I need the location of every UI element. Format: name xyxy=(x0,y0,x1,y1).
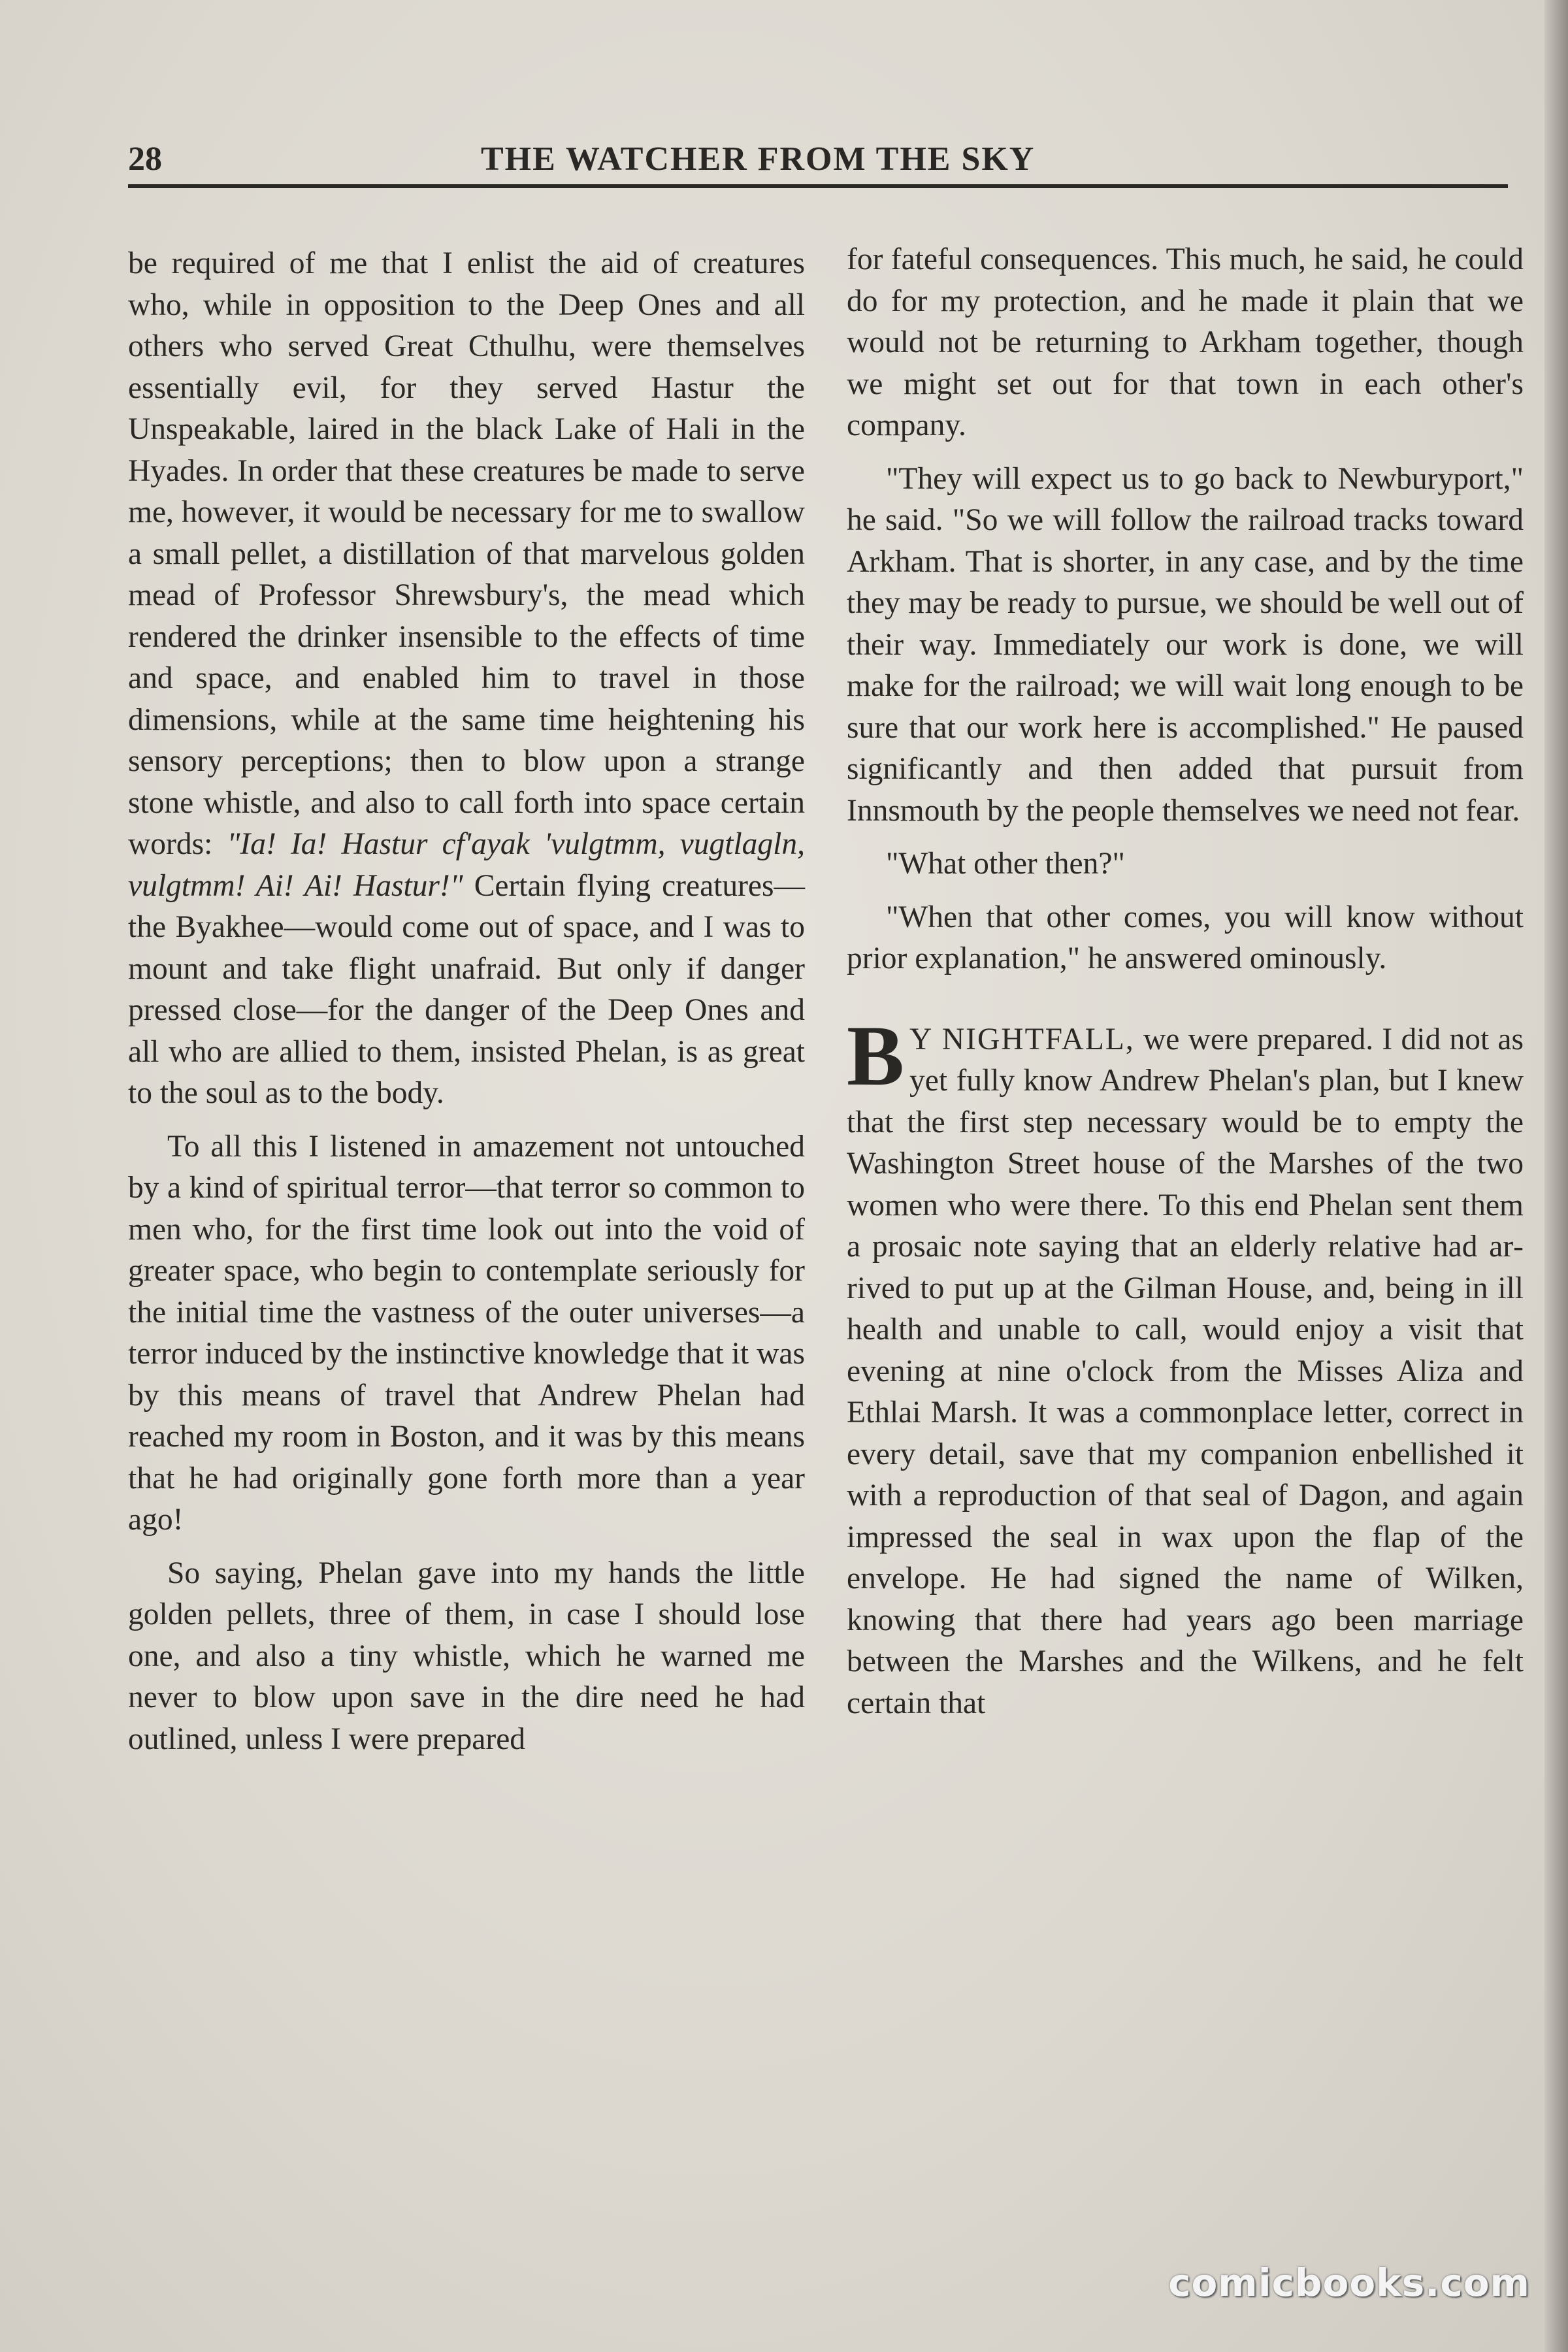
paragraph: So saying, Phelan gave into my hands the little golden pellets, three of them, in case I should lose one, and also a tiny whistle, which he warned me never to blow upon save in the dire need he had outlined, unless I were prepared xyxy=(128,1556,805,1756)
paragraph: for fateful consequences. This much, he said, he could do for my protection, and he made it plain that we would not be returning to Arkham together, though we might set out for that town in each other's company. xyxy=(847,242,1524,442)
drop-cap: B xyxy=(847,1007,905,1103)
incantation-text: "Ia! Ia! Hastur cf'ayak 'vulgtmm, vugtlagln, vulgtmm! Ai! Ai! Hastur!" xyxy=(128,827,805,903)
page-number: 28 xyxy=(128,140,162,178)
paragraph xyxy=(128,243,805,1115)
paragraph-text: be required of me that I enlist the aid of creatures who, while in opposition to the Deep Ones and all others who served Great Cthulhu, were themselves essentially evil, for they served Hastur the Unspeakable, laired in the black Lake of Hali in the Hyades. In order that these creatures be made to serve me, however, it would be necessary for me to swallow a small pellet, a distillation of that marvelous golden mead of Professor Shrewsbury's, the mead which rendered the drinker insensible to the effects of time and space, and enabled him to travel in those dimensions, while at the same time heightening his sensory perceptions; then to blow upon a strange stone whistle, and also to call forth into space certain words: xyxy=(128,246,805,861)
paragraph: "What other then?" xyxy=(886,847,1125,881)
small-caps-lead: Y NIGHTFALL, xyxy=(909,1022,1135,1056)
paragraph-text: we were prepared. I did not as yet fully know Andrew Phelan's plan, but I knew that the first step necessary would be to empty the Washington Street house of the Marshes of the two women who were there. To this end Phelan sent them a prosaic note saying that an elderly relative had arrived to put up at the Gilman House, and, being in ill health and unable to call, would enjoy a visit that evening at nine o'clock from the Misses Aliza and Ethlai Marsh. It was a commonplace letter, correct in every detail, save that my companion enbellished it with a reproduction of that seal of Dagon, and again impressed the seal in wax upon the flap of the envelope. He had signed the name of Wilken, knowing that there had years ago been marriage between the Marshes and the Wilkens, and he felt certain that xyxy=(847,1022,1524,1720)
section-paragraph xyxy=(847,1007,1524,1725)
watermark-logo: comicbooks.com xyxy=(1168,2261,1530,2305)
paragraph: "When that other comes, you will know without prior explanation," he answered ominously. xyxy=(847,900,1524,975)
header-rule xyxy=(128,184,1508,188)
right-column xyxy=(847,239,1524,1736)
paragraph-text: Certain flying creatures—the Byakhee—would come out of space, and I was to mount and take flight unafraid. But only if danger pressed close—for the danger of the Deep Ones and all who are allied to them, insisted Phelan, is as great to the soul as to the body. xyxy=(128,868,805,1110)
page-edge-shadow xyxy=(1544,0,1568,2352)
running-title: THE WATCHER FROM THE SKY xyxy=(481,140,1036,178)
paragraph: To all this I listened in amazement not untouched by a kind of spiritual terror—that terror so common to men who, for the first time look out into the void of greater space, who begin to contemplate seriously for the initial time the vastness of the outer universes—a terror induced by the instinctive knowledge that it was by this means of travel that Andrew Phelan had reached my room in Boston, and it was by this means that he had originally gone forth more than a year ago! xyxy=(128,1129,805,1537)
page-header xyxy=(128,140,1507,186)
paragraph: "They will expect us to go back to Newburyport," he said. "So we will follow the railroad tracks toward Arkham. That is shorter, in any case, and by the time they may be ready to pursue, we should be well out of their way. Immediately our work is done, we will make for the railroad; we will wait long enough to be sure that our work here is accomplished." He paused significantly and then added that pursuit from Innsmouth by the people themselves we need not fear. xyxy=(847,461,1524,828)
left-column xyxy=(128,243,805,1772)
